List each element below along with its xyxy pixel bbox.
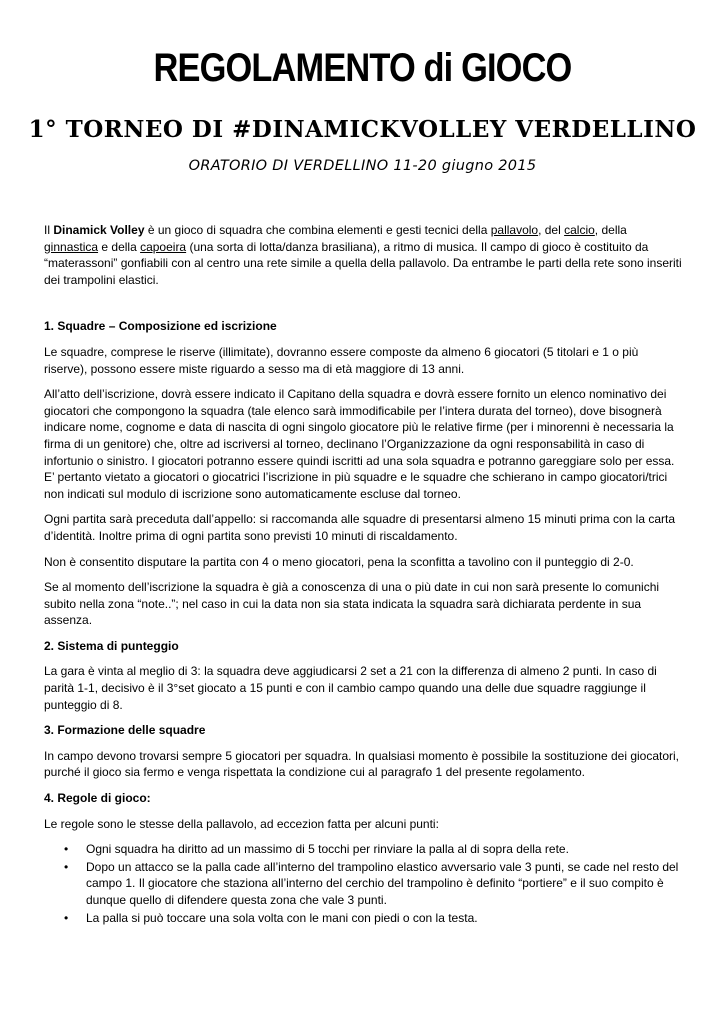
list-item: • Ogni squadra ha diritto ad un massimo di 5 tocchi per rinviare la palla al di sopra della rete. bbox=[86, 841, 684, 858]
link-calcio[interactable]: calcio bbox=[564, 223, 595, 237]
brand-name: Dinamick Volley bbox=[53, 223, 145, 237]
section-4-paragraph: Le regole sono le stesse della pallavolo, ad eccezion fatta per alcuni punti: bbox=[44, 816, 439, 831]
document-title: REGOLAMENTO di GIOCO bbox=[153, 46, 572, 90]
section-1-paragraph: All’atto dell’iscrizione, dovrà essere indicato il Capitano della squadra e dovrà essere fornito un elenco nominativo dei giocatori che compongono la squadra (tale elenco sarà immodificabile per l’intera durata del torneo), dove bisognerà indicare nome, cognome e data di nascita di ogni singolo giocatore più le relative firme (per i minorenni è necessaria la firma di un genitore) che, oltre ad iscriversi al torneo, declinano l’Organizzazione da ogni responsabilità in caso di infortunio o sinistro. I giocatori potranno essere quindi iscritti ad una sola squadra e potranno gareggiare solo per essa. E’ pertanto vietato a giocatori o giocatrici l’iscrizione in più squadre e le squadre che schierano in campo giocatori/trici non indicati sul modulo di iscrizione sono automaticamente escluse dal torneo. bbox=[44, 387, 675, 501]
section-1-heading: 1. Squadre – Composizione ed iscrizione bbox=[44, 319, 277, 334]
link-capoeira[interactable]: capoeira bbox=[140, 239, 187, 254]
section-2-paragraph: La gara è vinta al meglio di 3: la squadra deve aggiudicarsi 2 set a 21 con la differenza di almeno 2 punti. In caso di parità 1-1, decisivo è il 3°set giocato a 15 punti e con il cambio campo quando una delle due squadre raggiunge il punteggio di 8. bbox=[44, 664, 657, 712]
section-3-paragraph: In campo devono trovarsi sempre 5 giocatori per squadra. In qualsiasi momento è possibile la sostituzione dei giocatori, purché il gioco sia fermo e venga rispettata la condizione cui al paragrafo 1 del presente regolamento. bbox=[44, 748, 680, 780]
section-1-paragraph: Le squadre, comprese le riserve (illimitate), dovranno essere composte da almeno 6 giocatori (5 titolari e 1 o più riserve), possono essere miste riguardo a sesso ma di età maggiore di 13 anni. bbox=[44, 344, 639, 376]
section-1-paragraph: Non è consentito disputare la partita con 4 o meno giocatori, pena la sconfitta a tavolino con il punteggio di 2-0. bbox=[44, 554, 634, 569]
tournament-subtitle: 1° TORNEO DI #DINAMICKVOLLEY VERDELLINO bbox=[28, 116, 697, 143]
intro-paragraph: Il Dinamick Volley è un gioco di squadra che combina elementi e gesti tecnici della pallavolo, del calcio, della ginnastica e della capoeira (una sorta di lotta/danza brasiliana), a ritmo di musica. Il campo di gioco è costituito da “materassoni” gonfiabili con al centro una rete simile a quella della pallavolo. Da entrambe le parti della rete sono inseriti dei trampolini elastici. bbox=[44, 223, 682, 287]
list-item: • Dopo un attacco se la palla cade all’interno del trampolino elastico avversario vale 3 punti, se cade nel resto del campo 1. Il giocatore che staziona all’interno del cerchio del trampolino è definito “portiere” e il suo compito è dunque quello di difendere questa zona che vale 3 punti. bbox=[86, 859, 684, 909]
event-location-dates: ORATORIO DI VERDELLINO 11-20 giugno 2015 bbox=[188, 158, 537, 174]
section-3-heading: 3. Formazione delle squadre bbox=[44, 723, 206, 738]
list-item: • La palla si può toccare una sola volta con le mani con piedi o con la testa. bbox=[86, 910, 684, 927]
link-pallavolo[interactable]: pallavolo bbox=[490, 223, 539, 237]
link-ginnastica[interactable]: ginnastica bbox=[44, 239, 99, 254]
rules-list bbox=[44, 841, 684, 926]
section-1-paragraph: Ogni partita sarà preceduta dall’appello: si raccomanda alle squadre di presentarsi almeno 15 minuti prima con la carta d’identità. Inoltre prima di ogni partita sono previsti 10 minuti di riscaldamento. bbox=[44, 512, 676, 543]
document-body bbox=[44, 222, 684, 927]
section-1-paragraph: Se al momento dell’iscrizione la squadra è già a conoscenza di una o più date in cui non sarà presente lo comunichi subito nella zona “note..”; nel caso in cui la data non sia stata indicata la squadra sarà dichiarata perdente in sua assenza. bbox=[44, 580, 660, 628]
section-4-heading: 4. Regole di gioco: bbox=[44, 791, 151, 806]
section-2-heading: 2. Sistema di punteggio bbox=[44, 638, 179, 653]
